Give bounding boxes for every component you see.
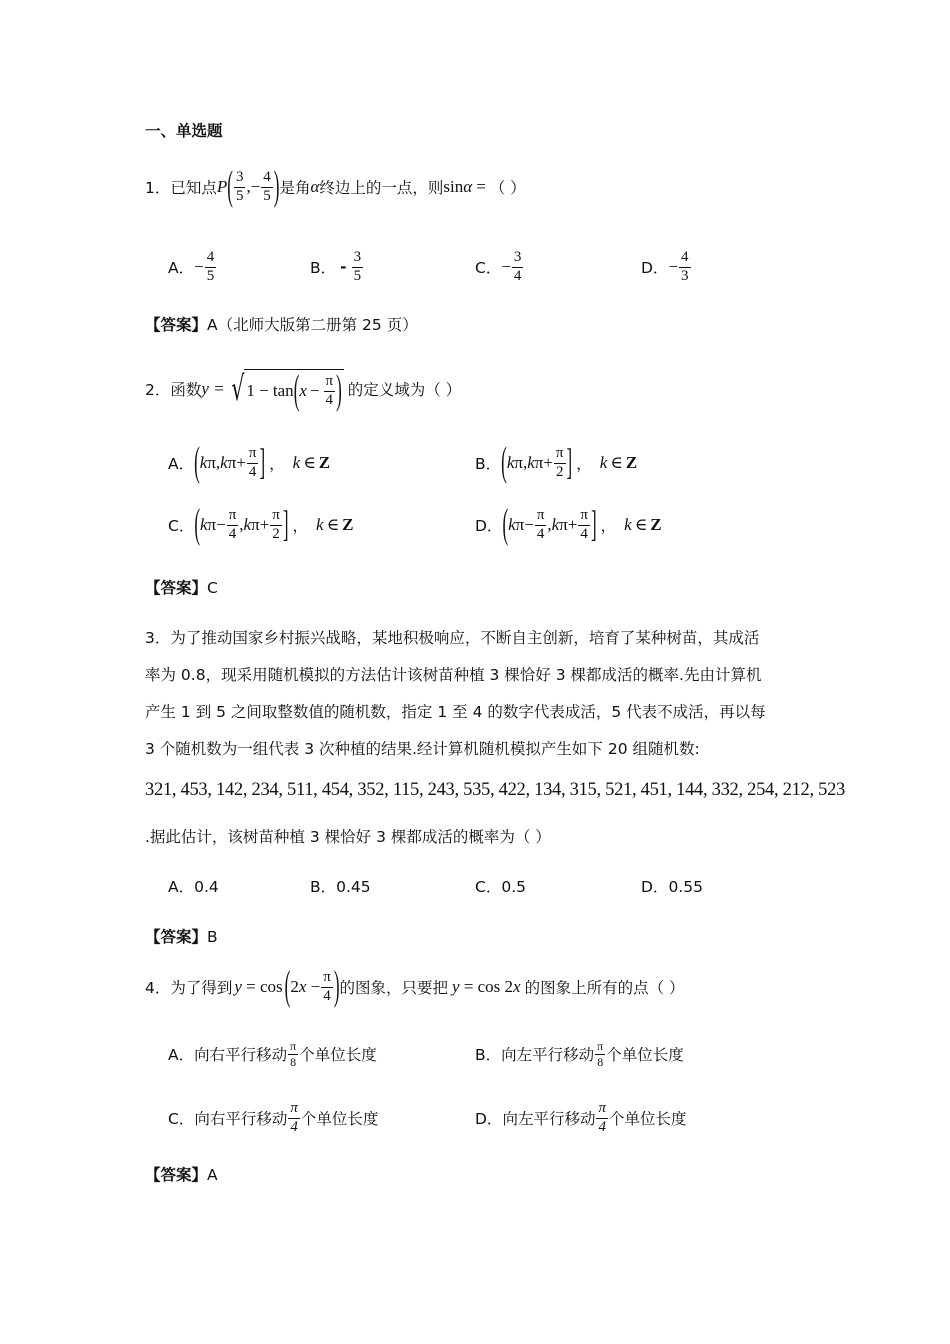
q4-option-b[interactable]: B． 向左平行移动 $\frac{\pi}{8}$ 个单位长度 (475, 1039, 684, 1069)
q4-function-1: y = cos (234, 977, 283, 997)
q1-option-d[interactable]: D． − $\frac{4}{3}$ (641, 249, 689, 284)
q3-random-numbers: 321, 453, 142, 234, 511, 454, 352, 115, 243, 535, 422, 134, 315, 521, 451, 144, 332, 254, 212, 523 (145, 780, 845, 800)
q4-option-a[interactable]: A． 向右平行移动 $\frac{\pi}{8}$ 个单位长度 (168, 1039, 377, 1069)
q4-answer: 【答案】A (145, 1166, 218, 1184)
q1-prefix: 1．已知点 (145, 179, 217, 198)
question-2-stem: 2．函数 y = √ 1 − tan ( x − $\frac{\pi}{4}$ ) 的定义域为（ ） (145, 367, 462, 413)
q1-option-a[interactable]: A． − $\frac{4}{5}$ (168, 249, 215, 284)
question-4-stem: 4．为了得到 y = cos ( 2x − $\frac{\pi}{4}$ ) 的图象，只要把 y = cos 2x 的图象上所有的点（ ） (145, 963, 685, 1009)
q2-option-c[interactable]: C． ( k π− $\frac{\pi}{4}$ , k π+ $\frac{\pi}{2}$ ] ， k ∈ Z (168, 501, 354, 547)
q4-option-d[interactable]: D． 向左平行移动 $\frac{\pi}{4}$ 个单位长度 (475, 1100, 687, 1135)
q3-line-5: .据此估计，该树苗种植 3 棵恰好 3 棵都成活的概率为（ ） (145, 828, 551, 846)
q1-answer: 【答案】A（北师大版第二册第 25 页） (145, 316, 418, 334)
q3-answer: 【答案】B (145, 928, 218, 946)
q3-option-b[interactable]: B．0.45 (310, 878, 371, 896)
q1-point: P (216, 177, 228, 197)
q3-line-1: 3．为了推动国家乡村振兴战略，某地积极响应，不断自主创新，培育了某种树苗，其成活 (145, 629, 760, 647)
q4-function-2: y = cos 2x (452, 977, 521, 997)
q2-option-a[interactable]: A． ( k π, k π+ $\frac{\pi}{4}$ ] ， k ∈ Z (168, 439, 331, 485)
q3-option-c[interactable]: C．0.5 (475, 878, 526, 896)
q3-option-d[interactable]: D．0.55 (641, 878, 703, 896)
q3-line-4: 3 个随机数为一组代表 3 次种植的结果.经计算机随机模拟产生如下 20 组随机数: (145, 740, 700, 758)
q2-option-b[interactable]: B． ( k π, k π+ $\frac{\pi}{2}$ ] ， k ∈ Z (475, 439, 638, 485)
section-title: 一、单选题 (145, 122, 223, 140)
q3-line-2: 率为 0.8，现采用随机模拟的方法估计该树苗种植 3 棵恰好 3 棵都成活的概率.先由计算机 (145, 666, 762, 684)
q1-option-c[interactable]: C． − $\frac{3}{4}$ (475, 249, 522, 284)
q1-option-b[interactable]: B． - $\frac{3}{5}$ (310, 249, 362, 284)
q3-line-3: 产生 1 到 5 之间取整数值的随机数，指定 1 至 4 的数字代表成活，5 代表不成活，再以每 (145, 703, 766, 721)
q1-y-frac: $\frac{4}{5}$ (263, 169, 271, 204)
q4-option-c[interactable]: C． 向右平行移动 $\frac{\pi}{4}$ 个单位长度 (168, 1100, 379, 1135)
q2-option-d[interactable]: D． ( k π− $\frac{\pi}{4}$ , k π+ $\frac{\pi}{4}$ ] ， k ∈ Z (475, 501, 662, 547)
question-1-stem: 1．已知点 P ( $\frac{3}{5}$ , − $\frac{4}{5}$ ) 是角 α 终边上的一点，则 sin α = （ ） (145, 163, 526, 209)
q3-option-a[interactable]: A．0.4 (168, 878, 219, 896)
q2-answer: 【答案】C (145, 579, 218, 597)
q1-x-frac: $\frac{3}{5}$ (235, 169, 244, 204)
